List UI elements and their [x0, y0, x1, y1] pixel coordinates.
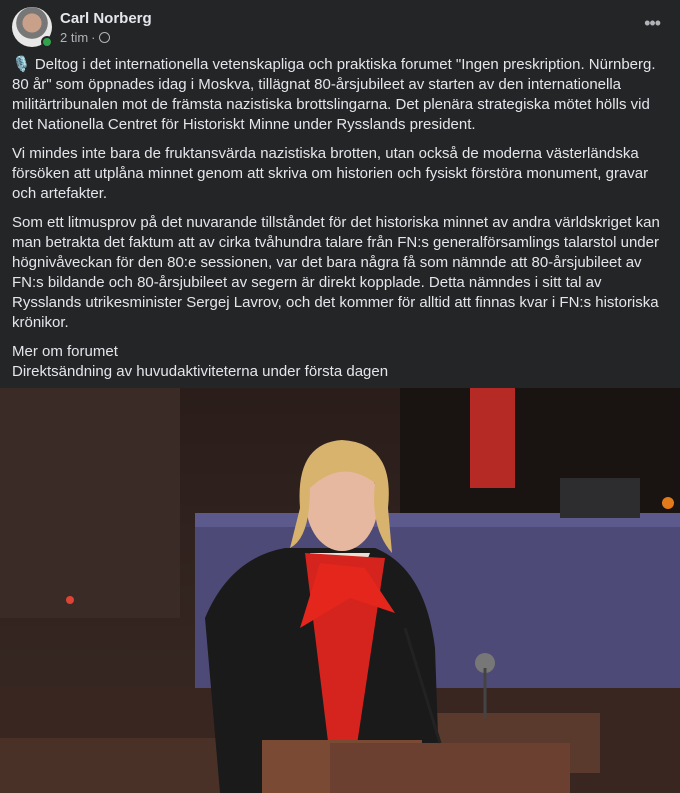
online-status-indicator	[41, 36, 53, 48]
globe-icon	[99, 32, 110, 43]
link-live-broadcast[interactable]: Direktsändning av huvudaktiviteterna under första dagen	[12, 363, 389, 380]
more-options-button[interactable]: •••	[644, 13, 660, 33]
post-paragraph: 🎙️ Deltog i det internationella vetenskapliga och praktiska forumet "Ingen preskription. Nürnberg. 80 år" som öppnades idag i Moskva, tillägnat 80-årsjubileet av starten av den internationella militärtribunalen mot de främsta nazistiska brottslingarna. Det plenära strategiska mötet hölls vid det Nationella Centret för Historiskt Minne under Rysslands president.	[12, 56, 656, 133]
post-text	[12, 55, 668, 382]
post-time[interactable]: 2 tim	[60, 30, 89, 45]
author-name[interactable]: Carl Norberg	[60, 10, 152, 27]
post-header	[12, 7, 668, 47]
speaker-photo	[0, 388, 680, 793]
link-more-about-forum[interactable]: Mer om forumet	[12, 343, 118, 360]
post-paragraph: Vi mindes inte bara de fruktansvärda nazistiska brotten, utan också de moderna västerländska försöken att utplåna minnet genom att skriva om historien och fysiskt förstöra monument, gravar och artefakter.	[12, 145, 649, 202]
post-photo[interactable]	[0, 388, 680, 793]
meta-separator: ·	[91, 30, 96, 45]
post-paragraph: Som ett litmusprov på det nuvarande tillståndet för det historiska minnet av andra världskriget kan man betrakta det faktum att av cirka tvåhundra talare från FN:s generalförsamlings talarstol under högnivåveckan för den 80:e sessionen, var det bara några få som nämnde att 80-årsjubileet av FN:s bildande och 80-årsjubileet av segern är direkt kopplade. Detta nämndes i sitt tal av Rysslands utrikesminister Sergej Lavrov, och det kommer för alltid att finnas kvar i FN:s historiska krönikor.	[12, 214, 660, 331]
post-meta	[60, 30, 110, 45]
